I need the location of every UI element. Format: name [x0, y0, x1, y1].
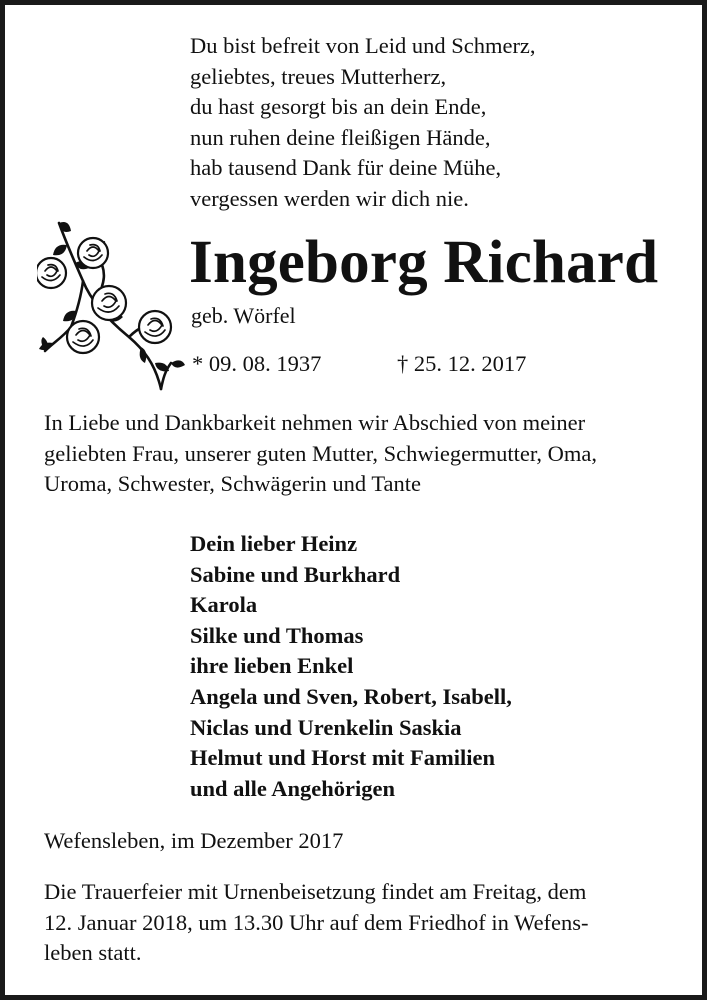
poem-line: hab tausend Dank für deine Mühe,	[190, 155, 502, 180]
funeral-line: Die Trauerfeier mit Urnenbeisetzung findet am Freitag, dem	[44, 879, 587, 904]
mourner-line: Niclas und Urenkelin Saskia	[190, 714, 462, 740]
farewell-line: In Liebe und Dankbarkeit nehmen wir Abschied von meiner	[44, 410, 586, 435]
farewell-line: Uroma, Schwester, Schwägerin und Tante	[44, 471, 422, 496]
death-date: † 25. 12. 2017	[397, 351, 527, 376]
mourner-line: Angela und Sven, Robert, Isabell,	[190, 683, 512, 709]
poem-line: Du bist befreit von Leid und Schmerz,	[190, 33, 536, 58]
birth-date: * 09. 08. 1937	[192, 351, 322, 376]
mourners-list	[190, 529, 512, 804]
poem-line: nun ruhen deine fleißigen Hände,	[190, 124, 491, 150]
poem-line: geliebtes, treues Mutterherz,	[190, 63, 447, 89]
mourner-line: ihre lieben Enkel	[190, 653, 354, 679]
poem-line: vergessen werden wir dich nie.	[190, 185, 469, 211]
poem	[190, 31, 536, 214]
mourner-line: Karola	[190, 592, 258, 618]
farewell-line: geliebten Frau, unserer guten Mutter, Schwiegermutter, Oma,	[44, 440, 598, 466]
rose-branch-icon	[37, 215, 187, 393]
mourner-line: Dein lieber Heinz	[190, 531, 358, 556]
deceased-name: Ingeborg Richard	[189, 229, 659, 296]
mourner-line: Helmut und Horst mit Familien	[190, 745, 495, 771]
funeral-line: leben statt.	[44, 940, 142, 965]
farewell-text	[44, 408, 684, 500]
place-and-date: Wefensleben, im Dezember 2017	[44, 828, 344, 853]
mourner-line: Sabine und Burkhard	[190, 561, 401, 587]
mourner-line: Silke und Thomas	[190, 622, 364, 648]
funeral-line: 12. Januar 2018, um 13.30 Uhr auf dem Friedhof in Wefens-	[44, 909, 589, 935]
mourner-line: und alle Angehörigen	[190, 775, 396, 801]
funeral-info	[44, 877, 589, 969]
poem-line: du hast gesorgt bis an dein Ende,	[190, 94, 487, 119]
maiden-name: geb. Wörfel	[191, 303, 296, 328]
